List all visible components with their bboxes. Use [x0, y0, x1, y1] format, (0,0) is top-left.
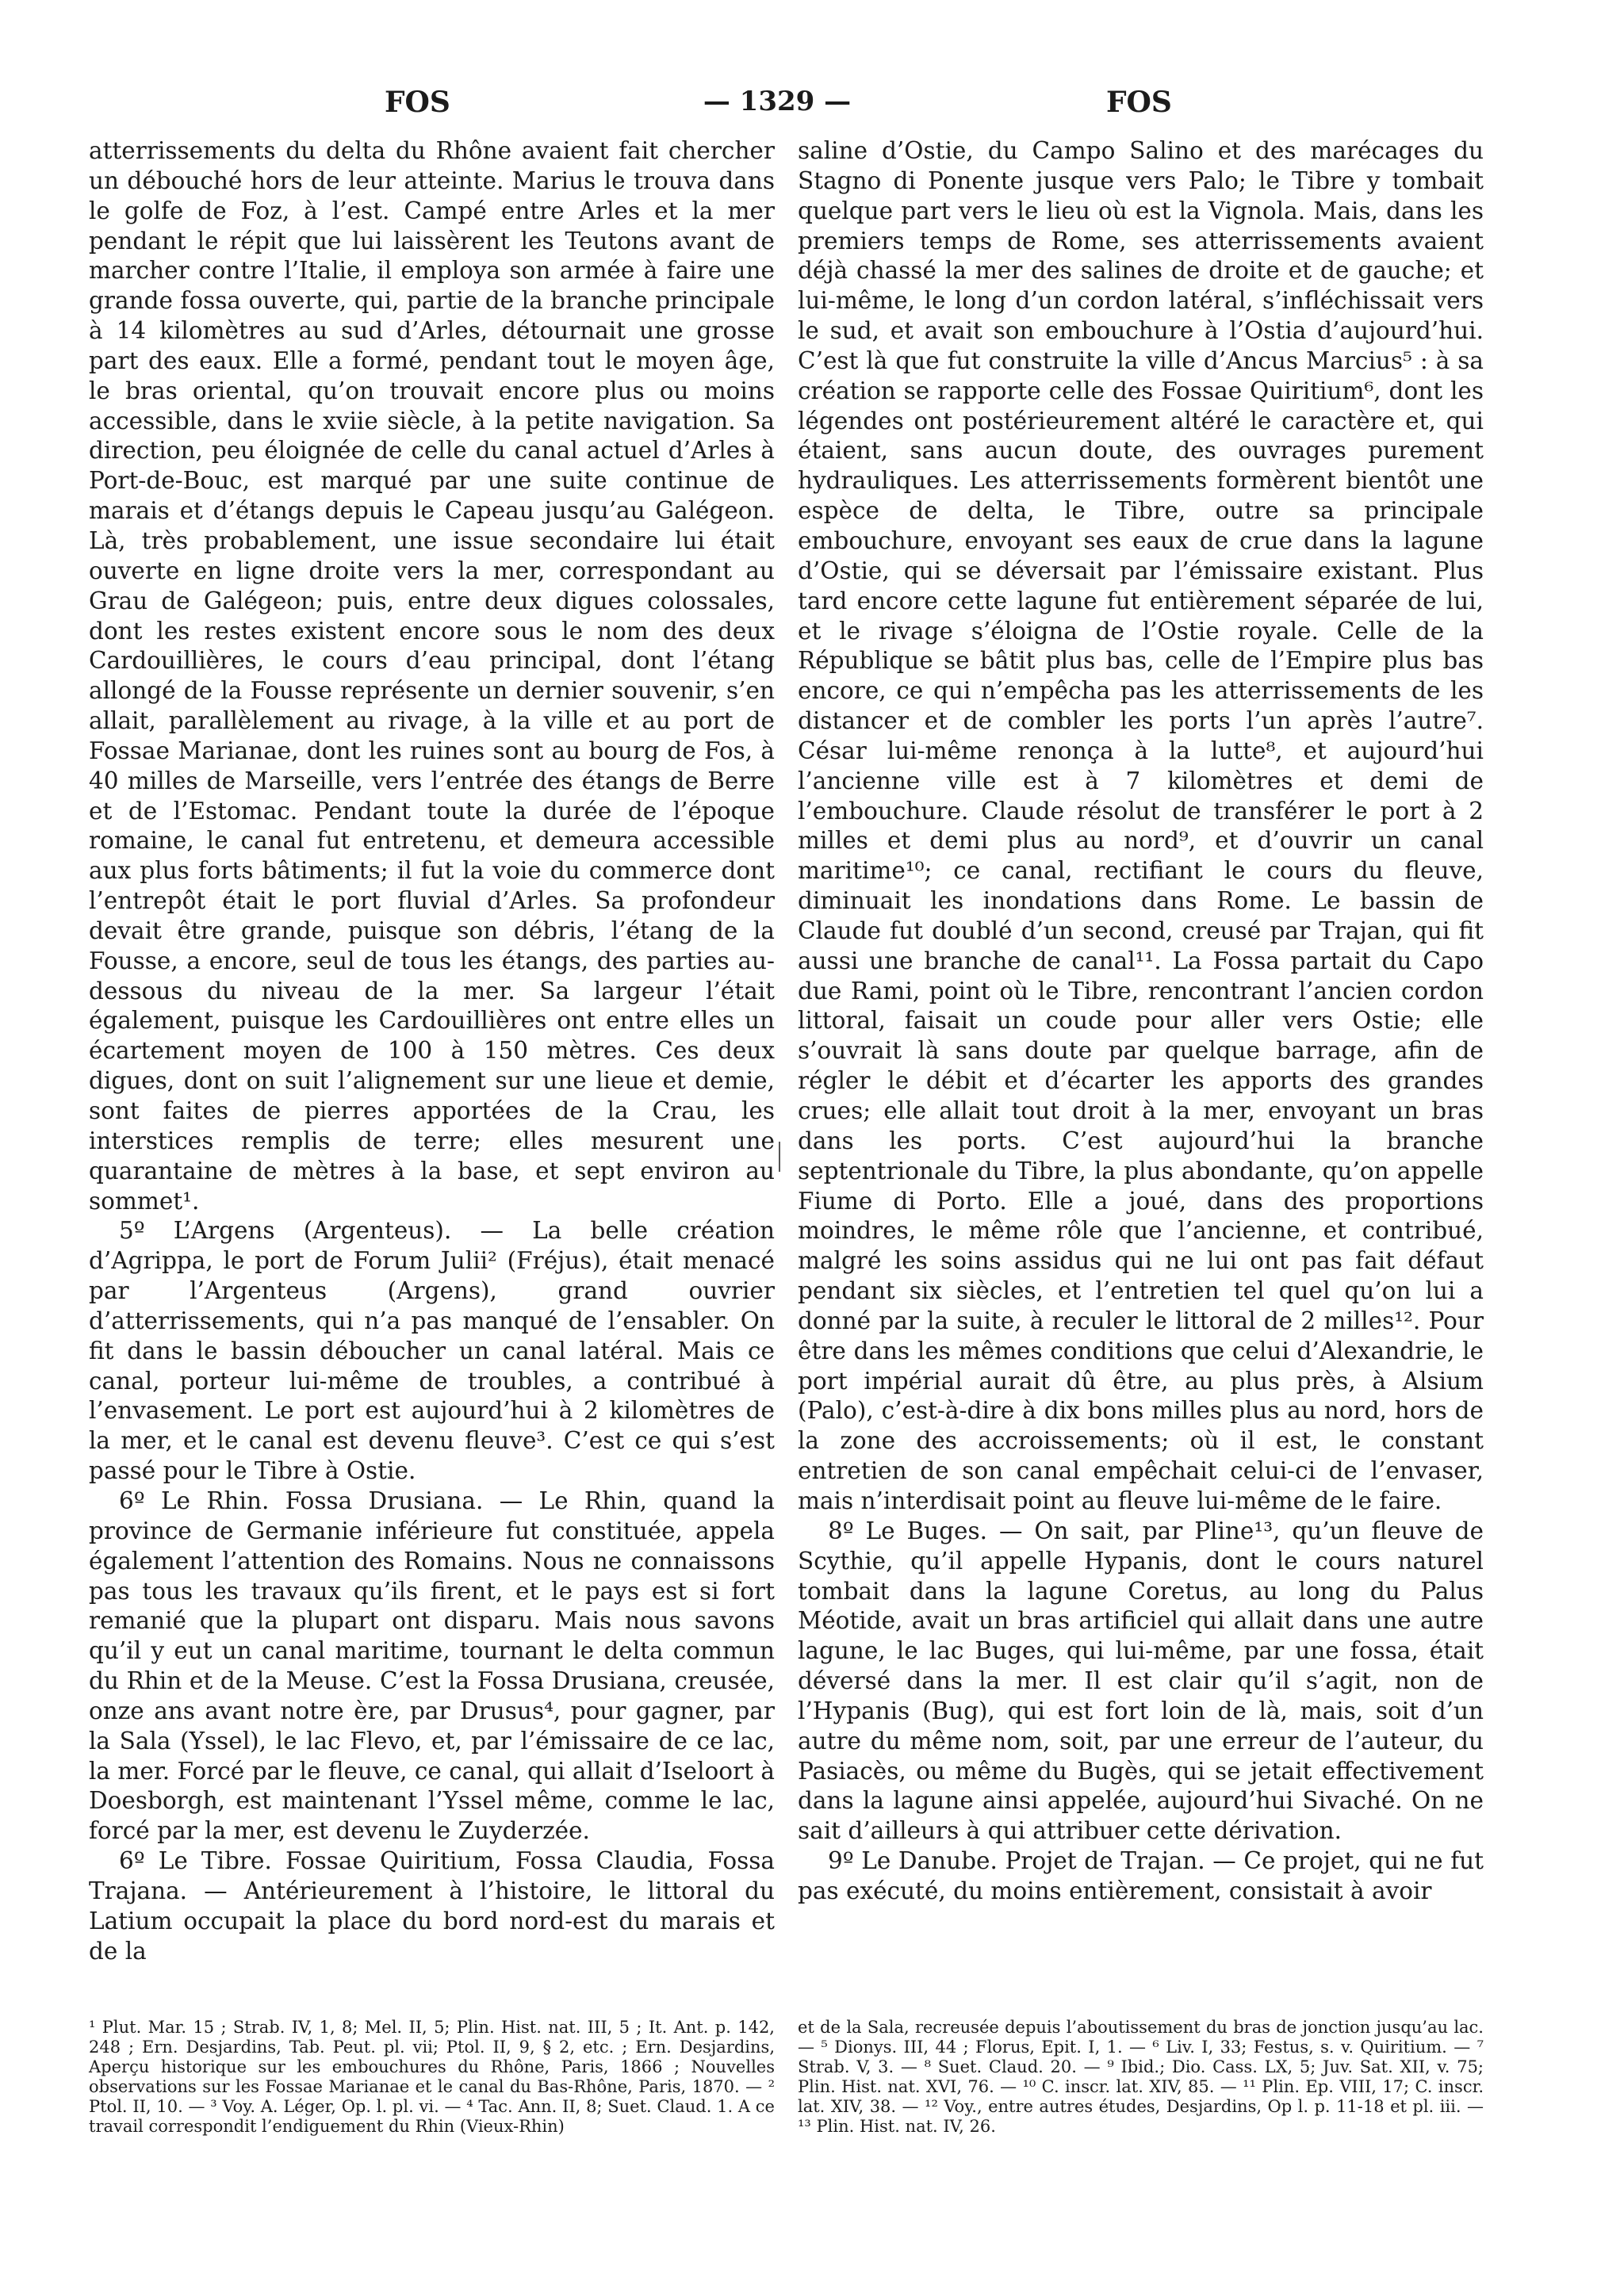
header-right-word: FOS: [1106, 86, 1172, 119]
page-number: — 1329 —: [703, 86, 852, 117]
paragraph: 9º Le Danube. Projet de Trajan. — Ce projet, qui ne fut pas exécuté, du moins entièrement, consistait à avoir: [798, 1847, 1484, 1904]
paragraph: 6º Le Rhin. Fossa Drusiana. — Le Rhin, quand la province de Germanie inférieure fut constituée, appela également l’attention des Romains. Nous ne connaissons pas tous les travaux qu’ils firent, et le pays est si fort remanié que la plupart ont disparu. Mais nous savons qu’il y eut un canal maritime, tournant le delta commun du Rhin et de la Meuse. C’est la Fossa Drusiana, creusée, onze ans avant notre ère, par Drusus⁴, pour gagner, par la Sala (Yssel), le lac Flevo, et, par l’émissaire de ce lac, la mer. Forcé par le fleuve, ce canal, qui allait d’Iseloort à Doesborgh, est maintenant l’Yssel même, comme le lac, forcé par la mer, est devenu le Zuyderzée.: [89, 1487, 775, 1845]
paragraph: 8º Le Buges. — On sait, par Pline¹³, qu’un fleuve de Scythie, qu’il appelle Hypanis, dont le cours naturel tombait dans la lagune Coretus, au long du Palus Méotide, avait un bras artificiel qui allait dans une autre lagune, le lac Buges, qui lui-même, par une fossa, était déversé dans la mer. Il est clair qu’il s’agit, non de l’Hypanis (Bug), qui est fort loin de là, mais, soit d’un autre du même nom, soit, par une erreur de l’auteur, du Pasiacès, ou même du Bugès, qui se jetait effectivement dans la lagune ainsi appelée, aujourd’hui Sivaché. On ne sait d’ailleurs à qui attribuer cette dérivation.: [798, 1517, 1484, 1845]
right-column: [798, 136, 1484, 1907]
paragraph: 5º L’Argens (Argenteus). — La belle création d’Agrippa, le port de Forum Julii² (Fréjus), était menacé par l’Argenteus (Argens), grand ouvrier d’atterrissements, qui n’a pas manqué de l’ensabler. On fit dans le bassin déboucher un canal latéral. Mais ce canal, porteur lui-même de troubles, a contribué à l’envasement. Le port est aujourd’hui à 2 kilomètres de la mer, et le canal est devenu fleuve³. C’est ce qui s’est passé pour le Tibre à Ostie.: [89, 1217, 775, 1485]
paragraph: 6º Le Tibre. Fossae Quiritium, Fossa Claudia, Fossa Trajana. — Antérieurement à l’histoire, le littoral du Latium occupait la place du bord nord-est du marais et de la: [89, 1847, 775, 1965]
header-left-word: FOS: [385, 86, 450, 119]
footnotes-right: et de la Sala, recreusée depuis l’aboutissement du bras de jonction jusqu’au lac. — ⁵ Dionys. III, 44 ; Florus, Epit. I, 1. — ⁶ Liv. I, 33; Festus, s. v. Quiritium. — ⁷ Strab. V, 3. — ⁸ Suet. Claud. 20. — ⁹ Ibid.; Dio. Cass. LX, 5; Juv. Sat. XII, v. 75; Plin. Hist. nat. XVI, 76. — ¹⁰ C. inscr. lat. XIV, 85. — ¹¹ Plin. Ep. VIII, 17; C. inscr. lat. XIV, 38. — ¹² Voy., entre autres études, Desjardins, Op l. p. 11-18 et pl. iii. — ¹³ Plin. Hist. nat. IV, 26.: [798, 2018, 1484, 2136]
left-column: [89, 136, 775, 1966]
paragraph: atterrissements du delta du Rhône avaient fait chercher un débouché hors de leur atteinte. Marius le trouva dans le golfe de Foz, à l’est. Campé entre Arles et la mer pendant le répit que lui laissèrent les Teutons avant de marcher contre l’Italie, il employa son armée à faire une grande fossa ouverte, qui, partie de la branche principale à 14 kilomètres au sud d’Arles, détournait une grosse part des eaux. Elle a formé, pendant tout le moyen âge, le bras oriental, qu’on trouvait encore plus ou moins accessible, dans le xviie siècle, à la petite navigation. Sa direction, peu éloignée de celle du canal actuel d’Arles à Port-de-Bouc, est marqué par une suite continue de marais et d’étangs depuis le Capeau jusqu’au Galégeon. Là, très probablement, une issue secondaire lui était ouverte en ligne droite vers la mer, correspondant au Grau de Galégeon; puis, entre deux digues colossales, dont les restes existent encore sous le nom des deux Cardouillières, le cours d’eau principal, dont l’étang allongé de la Fousse représente un dernier souvenir, s’en allait, parallèlement au rivage, à la ville et au port de Fossae Marianae, dont les ruines sont au bourg de Fos, à 40 milles de Marseille, vers l’entrée des étangs de Berre et de l’Estomac. Pendant toute la durée de l’époque romaine, le canal fut entretenu, et demeura accessible aux plus forts bâtiments; il fut la voie du commerce dont l’entrepôt était le port fluvial d’Arles. Sa profondeur devait être grande, puisque son débris, l’étang de la Fousse, a encore, seul de tous les étangs, des parties au-dessous du niveau de la mer. Sa largeur l’était également, puisque les Cardouillières ont entre elles un écartement moyen de 100 à 150 mètres. Ces deux digues, dont on suit l’alignement sur une lieue et demie, sont faites de pierres apportées de la Crau, les interstices remplis de terre; elles mesurent une quarantaine de mètres à la base, et sept environ au sommet¹.: [89, 137, 775, 1215]
paragraph: saline d’Ostie, du Campo Salino et des marécages du Stagno di Ponente jusque vers Palo; le Tibre y tombait quelque part vers le lieu où est la Vignola. Mais, dans les premiers temps de Rome, ses atterrissements avaient déjà chassé la mer des salines de droite et de gauche; et lui-même, le long d’un cordon latéral, s’infléchissait vers le sud, et avait son embouchure à l’Ostia d’aujourd’hui. C’est là que fut construite la ville d’Ancus Marcius⁵ : à sa création se rapporte celle des Fossae Quiritium⁶, dont les légendes ont postérieurement altéré le caractère et, qui étaient, sans aucun doute, des ouvrages purement hydrauliques. Les atterrissements formèrent bientôt une espèce de delta, le Tibre, outre sa principale embouchure, envoyant ses eaux de crue dans la lagune d’Ostie, qui se déversait par l’émissaire existant. Plus tard encore cette lagune fut entièrement séparée de lui, et le rivage s’éloigna de l’Ostie royale. Celle de la République se bâtit plus bas, celle de l’Empire plus bas encore, ce qui n’empêcha pas les atterrissements de les distancer et de combler les ports l’un après l’autre⁷. César lui-même renonça à la lutte⁸, et aujourd’hui l’ancienne ville est à 7 kilomètres et demi de l’embouchure. Claude résolut de transférer le port à 2 milles et demi plus au nord⁹, et d’ouvrir un canal maritime¹⁰; ce canal, rectifiant le cours du fleuve, diminuait les inondations dans Rome. Le bassin de Claude fut doublé d’un second, creusé par Trajan, qui fit aussi une branche de canal¹¹. La Fossa partait du Capo due Rami, point où le Tibre, rencontrant l’ancien cordon littoral, faisait un coude pour aller vers Ostie; elle s’ouvrait là sans doute par quelque barrage, afin de régler le débit et d’écarter les apports des grandes crues; elle allait tout droit à la mer, envoyant un bras dans les ports. C’est aujourd’hui la branche septentrionale du Tibre, la plus abondante, qu’on appelle Fiume di Porto. Elle a joué, dans des proportions moindres, le même rôle que l’ancienne, et contribué, malgré les soins assidus qui ne lui ont pas fait défaut pendant six siècles, et l’entretien tel quel qu’on lui a donné par la suite, à reculer le littoral de 2 milles¹². Pour être dans les mêmes conditions que celui d’Alexandrie, le port impérial aurait dû être, au plus près, à Alsium (Palo), c’est-à-dire à dix bons milles plus au nord, hors de la zone des accroissements; où il est, le constant entretien de son canal empêchait celui-ci de l’envaser, mais n’interdisait point au fleuve lui-même de le faire.: [798, 137, 1484, 1514]
column-mark: [779, 1142, 780, 1172]
footnotes-left: ¹ Plut. Mar. 15 ; Strab. IV, 1, 8; Mel. II, 5; Plin. Hist. nat. III, 5 ; It. Ant. p. 142, 248 ; Ern. Desjardins, Tab. Peut. pl. vii; Ptol. II, 9, § 2, etc. ; Ern. Desjardins, Aperçu historique sur les embouchures du Rhône, Paris, 1866 ; Nouvelles observations sur les Fossae Marianae et le canal du Bas-Rhône, Paris, 1870. — ² Ptol. II, 10. — ³ Voy. A. Léger, Op. l. pl. vi. — ⁴ Tac. Ann. II, 8; Suet. Claud. 1. A ce travail correspondit l’endiguement du Rhin (Vieux-Rhin): [89, 2018, 775, 2136]
running-header: [0, 86, 1624, 125]
